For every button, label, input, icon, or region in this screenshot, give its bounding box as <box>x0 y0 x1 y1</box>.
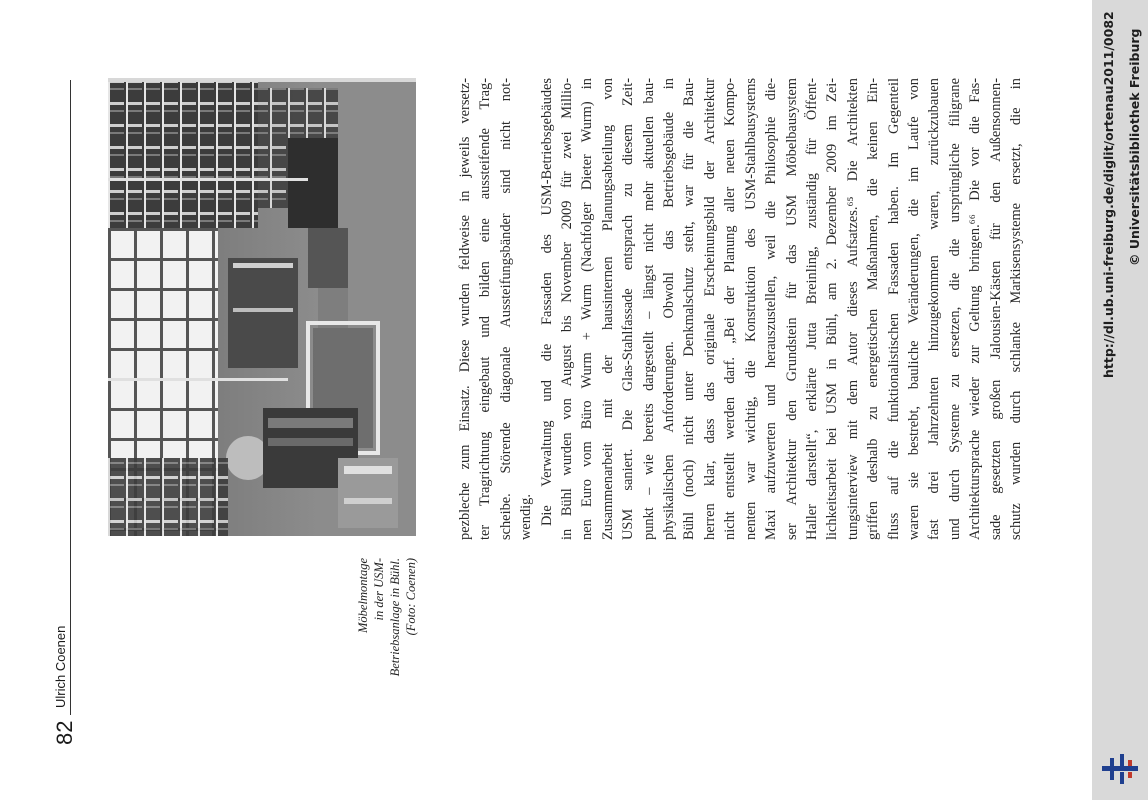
text-line: Zusammenarbeit mit der hausinternen Planungsabteilung von <box>599 78 616 540</box>
running-head: Ulrich Coenen <box>53 625 68 708</box>
header-rule <box>70 80 71 715</box>
factory-photo <box>108 78 416 536</box>
text-line: in Bühl wurden von August bis November 2009 für zwei Millio- <box>559 78 576 540</box>
body-text <box>455 78 1026 540</box>
caption-line: Betriebsanlage in Bühl. <box>388 558 402 677</box>
text-line: fast drei Jahrzehnten hinzugekommen waren, zurückzubauen <box>926 78 943 540</box>
text-line: punkt – wie bereits dargestellt – längst nicht mehr aktuellen bau- <box>640 78 657 540</box>
text-line: waren sie bestrebt, bauliche Veränderungen, die im Laufe von <box>905 78 922 540</box>
text-line: tungsinterview mit dem Autor dieses Aufsatzes.⁶⁵ Die Architekten <box>844 78 861 540</box>
text-line: wendig. <box>518 494 535 540</box>
caption-line: (Foto: Coenen) <box>404 558 418 636</box>
text-line: griffen deshalb zu energetischen Maßnahmen, die keinen Ein- <box>865 78 882 540</box>
page-number: 82 <box>52 720 77 745</box>
text-line: Architektursprache wieder zur Geltung bringen.⁶⁶ Die vor die Fas- <box>967 78 984 540</box>
text-line: Haller darstellt“, erklärte Jutta Breinling, zuständig für Öffent- <box>803 78 820 540</box>
figure-caption <box>355 558 419 688</box>
text-line: lichkeitsarbeit bei USM in Bühl, am 2. Dezember 2009 im Zei- <box>824 78 841 540</box>
ub-freiburg-logo-icon <box>1100 748 1140 788</box>
text-line: sade gesetzten großen Jalousien-Kästen für den Außensonnen- <box>987 78 1004 540</box>
text-line: scheibe. Störende diagonale Aussteifungsbänder sind nicht not- <box>497 78 514 540</box>
text-line: pezbleche zum Einsatz. Diese wurden feldweise in jeweils versetz- <box>457 78 473 540</box>
text-line: physikalischen Anforderungen. Obwohl das Betriebsgebäude in <box>661 78 678 540</box>
copyright-notice: © Universitätsbibliothek Freiburg <box>1127 28 1142 266</box>
source-url-link[interactable]: http://dl.ub.uni-freiburg.de/diglit/ortenau2011/0082 <box>1101 11 1116 378</box>
text-line: Die Verwaltung und die Fassaden des USM-Betriebsgebäudes <box>538 78 555 526</box>
text-line: schutz wurden durch schlanke Markisensysteme ersetzt, die in <box>1007 78 1024 540</box>
text-line: nenten war wichtig, die Konstruktion des USM-Stahlbausystems <box>742 78 759 540</box>
text-line: und durch Systeme zu ersetzen, die die ursprüngliche filigrane <box>946 78 963 540</box>
text-line: nicht entstellt werden darf. „Bei der Planung aller neuen Kompo- <box>722 78 739 540</box>
text-line: herren klar, dass das originale Erscheinungsbild der Architektur <box>701 78 718 540</box>
text-line: fluss auf die funktionalistischen Fassaden haben. Im Gegenteil <box>885 78 902 540</box>
text-line: Maxi aufzuwerten und herauszustellen, weil die Philosophie die- <box>763 78 780 540</box>
text-line: ter Tragrichtung eingebaut und bilden eine aussteifende Trag- <box>477 78 494 540</box>
text-line: Bühl (noch) nicht unter Denkmalschutz steht, war für die Bau- <box>681 78 698 540</box>
text-line: ser Architektur den Grundstein für das USM Möbelbausystem <box>783 78 800 540</box>
text-line: nen Euro vom Büro Wurm + Wurm (Nachfolger Dieter Wurm) in <box>579 78 596 540</box>
caption-line: in der USM- <box>372 558 386 621</box>
text-line: USM saniert. Die Glas-Stahlfassade entsprach zu diesem Zeit- <box>620 78 637 540</box>
caption-line: Möbelmontage <box>356 558 370 633</box>
